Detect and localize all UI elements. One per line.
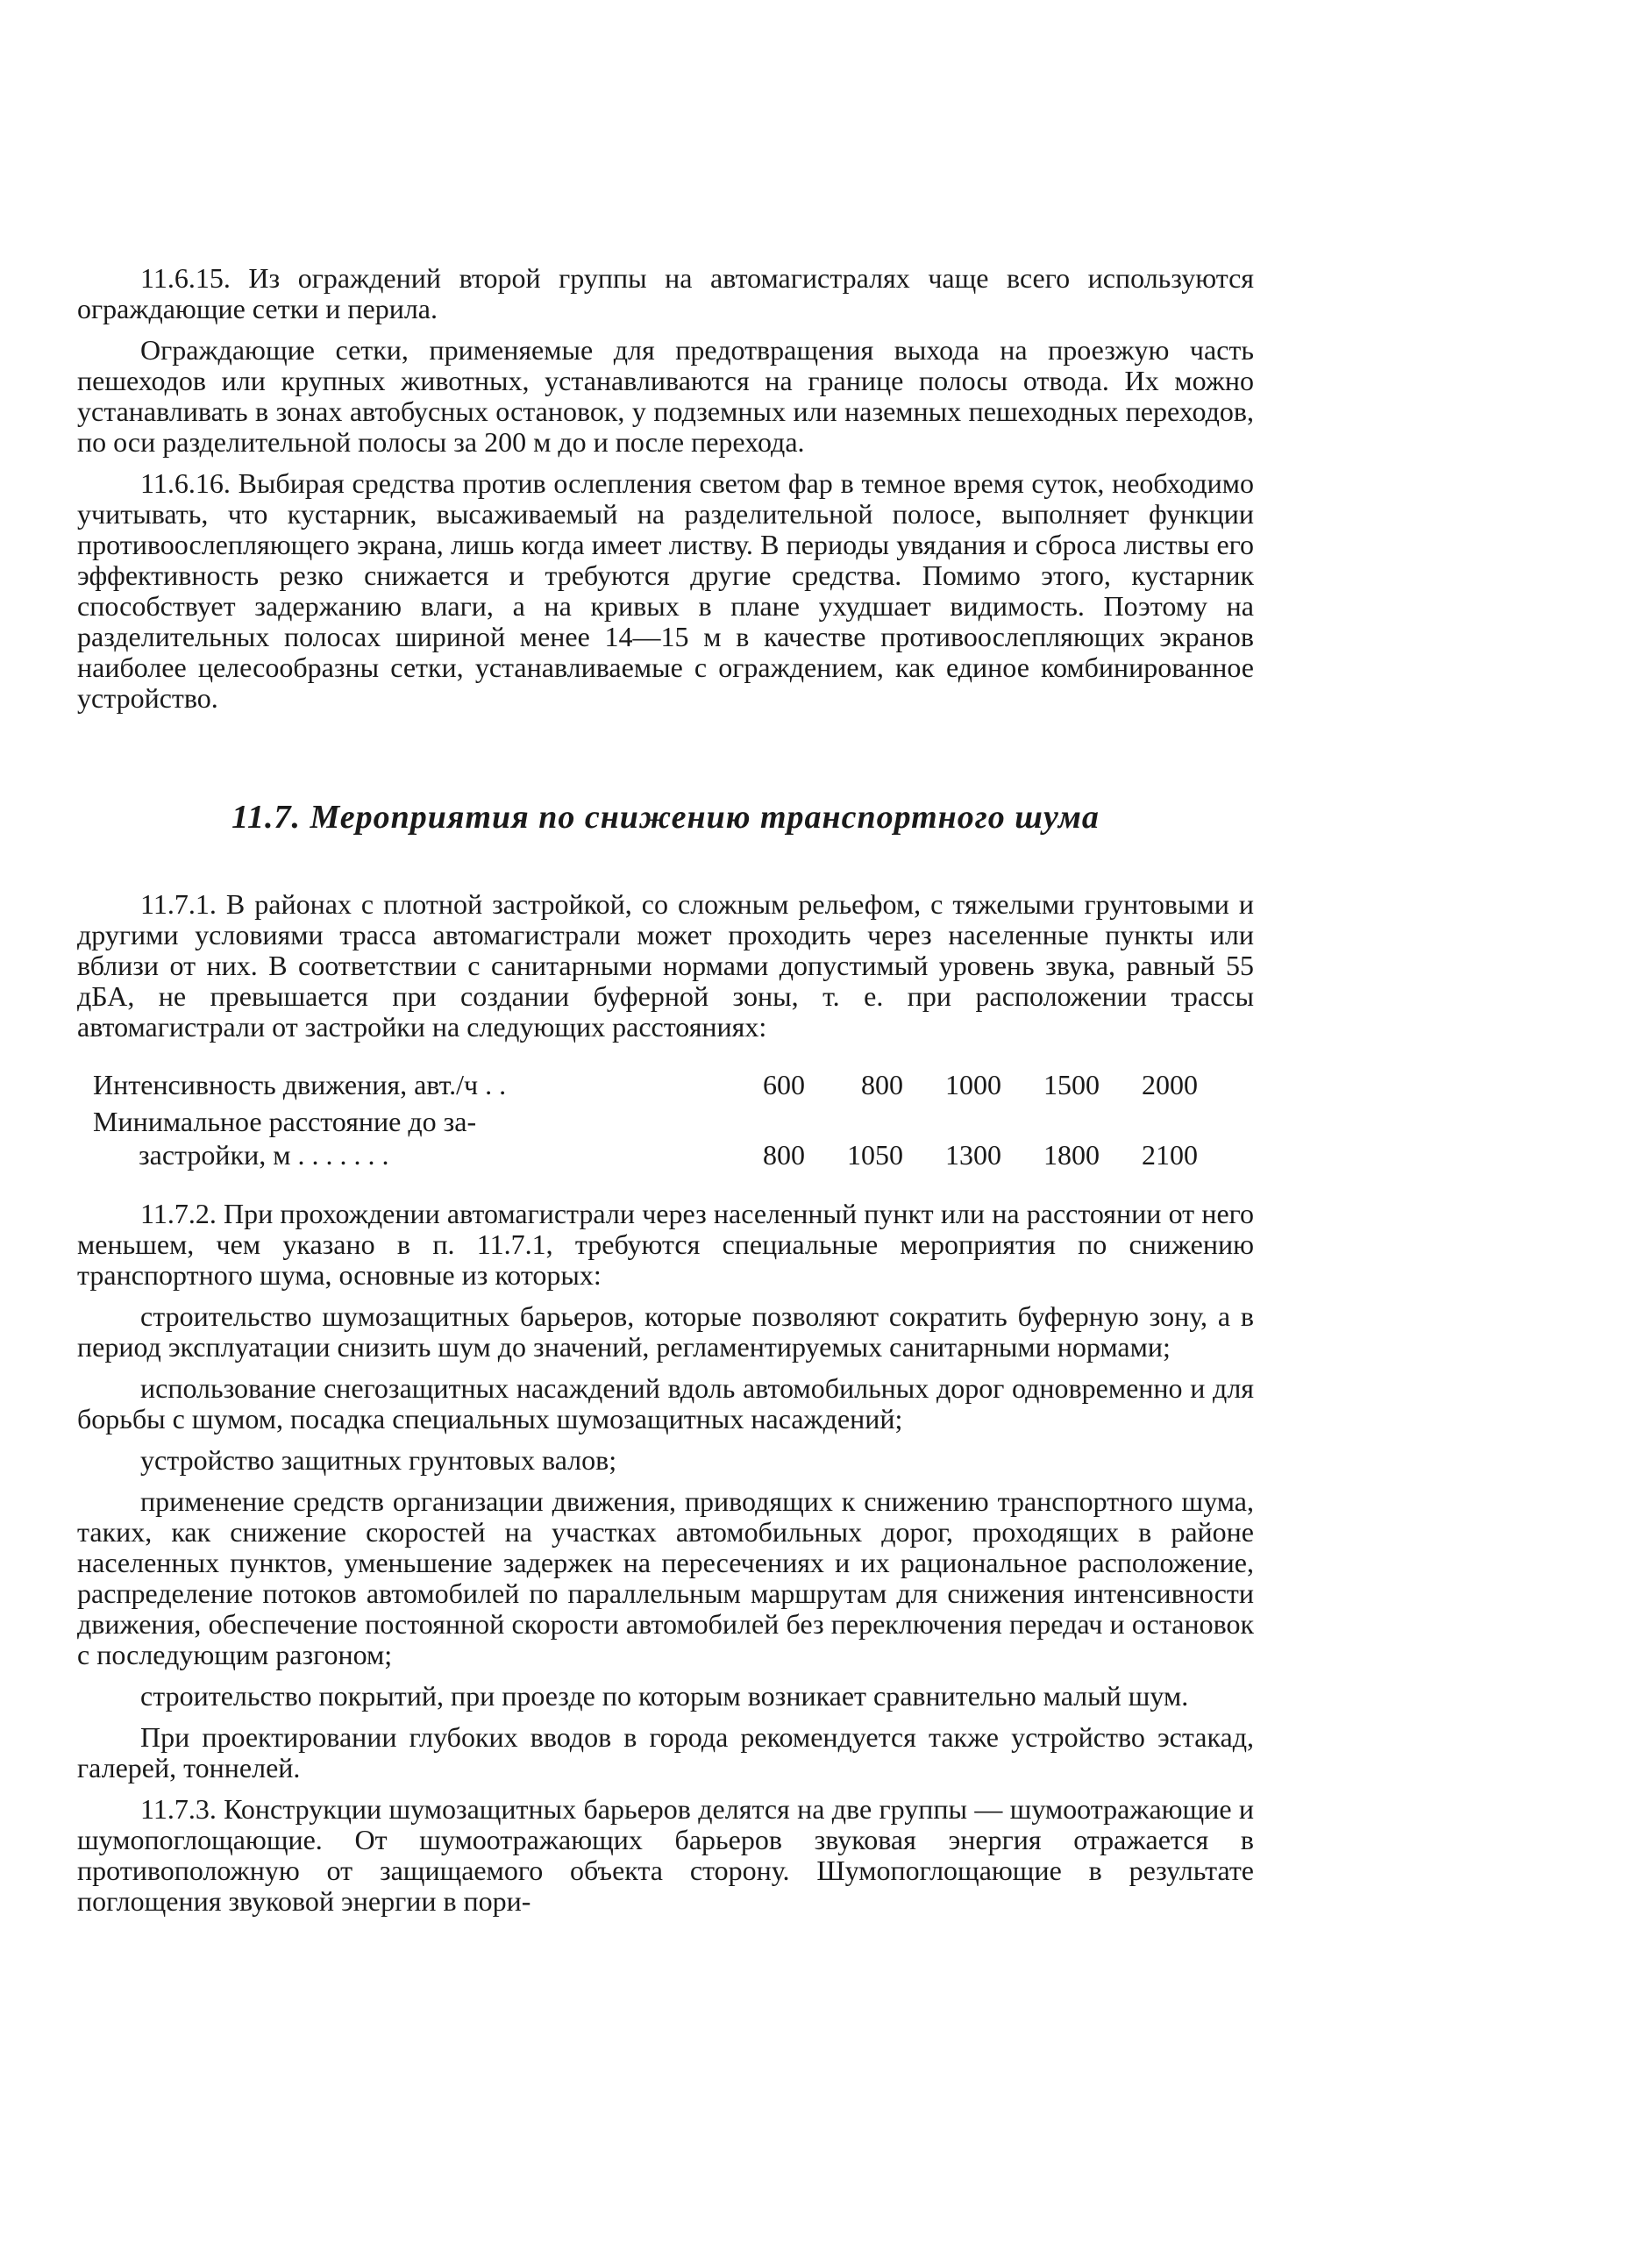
paragraph-11-7-2: 11.7.2. При прохождении автомагистрали через населенный пункт или на расстоянии от него меньшем, чем указано в п. 11.7.1, требуются специальные мероприятия по снижению транспортного шума, основные из которых:	[77, 1198, 1254, 1291]
table-cell: 1050	[847, 1139, 903, 1171]
section-title: 11.7. Мероприятия по снижению транспортного шума	[231, 799, 1100, 836]
table-cell: 2100	[1142, 1139, 1198, 1171]
list-item: применение средств организации движения, приводящих к снижению транспортного шума, таких, как снижение скоростей на участках автомобильных дорог, проходящих в районе населенных пунктов, уменьшение задержек на пересечениях и их рациональное расположение, распределение потоков автомобилей по параллельным маршрутам для снижения интенсивности движения, обеспечение постоянной скорости автомобилей без переключения передач и остановок с последующим разгоном;	[77, 1485, 1254, 1670]
list-item: использование снегозащитных насаждений вдоль автомобильных дорог одновременно и для борьбы с шумом, посадка специальных шумозащитных насаждений;	[77, 1372, 1254, 1435]
table-row-distance-b	[93, 1139, 1198, 1172]
table-cell: 800	[763, 1139, 805, 1171]
table-label-intensity: Интенсивность движения, авт./ч . .	[93, 1069, 507, 1100]
distance-table	[93, 1069, 1198, 1172]
table-label-distance: Минимальное расстояние до за-	[93, 1106, 477, 1137]
table-row-distance-a	[93, 1106, 1198, 1139]
table-cell: 1500	[1043, 1069, 1100, 1100]
paragraph-11-6-15: 11.6.15. Из ограждений второй группы на автомагистралях чаще всего используются ограждающие сетки и перила.	[77, 262, 1254, 324]
table-cell: 2000	[1142, 1069, 1198, 1100]
paragraph-11-7-3: 11.7.3. Конструкции шумозащитных барьеров делятся на две группы — шумоотражающие и шумопоглощающие. От шумоотражающих барьеров звуковая энергия отражается в противоположную от защищаемого объекта сторону. Шумопоглощающие в результате поглощения звуковой энергии в пори-	[77, 1793, 1254, 1917]
table-label-distance-cont: застройки, м . . . . . . .	[139, 1139, 389, 1171]
table-cell: 600	[763, 1069, 805, 1100]
paragraph-fences: Ограждающие сетки, применяемые для предотвращения выхода на проезжую часть пешеходов или крупных животных, устанавливаются на границе полосы отвода. Их можно устанавливать в зонах автобусных остановок, у подземных или наземных пешеходных переходов, по оси разделительной полосы за 200 м до и после перехода.	[77, 334, 1254, 458]
table-cell: 1300	[945, 1139, 1001, 1171]
paragraph-11-7-1: 11.7.1. В районах с плотной застройкой, со сложным рельефом, с тяжелыми грунтовыми и другими условиями трасса автомагистрали может проходить через населенные пункты или вблизи от них. В соответствии с санитарными нормами допустимый уровень звука, равный 55 дБА, не превышается при создании буферной зоны, т. е. при расположении трассы автомагистрали от застройки на следующих расстояниях:	[77, 888, 1254, 1043]
table-cell: 1000	[945, 1069, 1001, 1100]
paragraph-deep-entries: При проектировании глубоких вводов в города рекомендуется также устройство эстакад, галерей, тоннелей.	[77, 1721, 1254, 1783]
table-cell: 800	[861, 1069, 903, 1100]
table-cell: 1800	[1043, 1139, 1100, 1171]
list-item: строительство шумозащитных барьеров, которые позволяют сократить буферную зону, а в период эксплуатации снизить шум до значений, регламентируемых санитарными нормами;	[77, 1300, 1254, 1363]
list-item: строительство покрытий, при проезде по которым возникает сравнительно малый шум.	[140, 1680, 1189, 1712]
table-row-intensity	[93, 1069, 1198, 1102]
list-item: устройство защитных грунтовых валов;	[140, 1444, 617, 1476]
page-content	[77, 263, 1254, 1927]
paragraph-11-6-16: 11.6.16. Выбирая средства против ослепления светом фар в темное время суток, необходимо учитывать, что кустарник, высаживаемый на разделительной полосе, выполняет функции противоослепляющего экрана, лишь когда имеет листву. В периоды увядания и сброса листвы его эффективность резко снижается и требуются другие средства. Помимо этого, кустарник способствует задержанию влаги, а на кривых в плане ухудшает видимость. Поэтому на разделительных полосах шириной менее 14—15 м в качестве противоослепляющих экранов наиболее целесообразны сетки, устанавливаемые с ограждением, как единое комбинированное устройство.	[77, 467, 1254, 714]
